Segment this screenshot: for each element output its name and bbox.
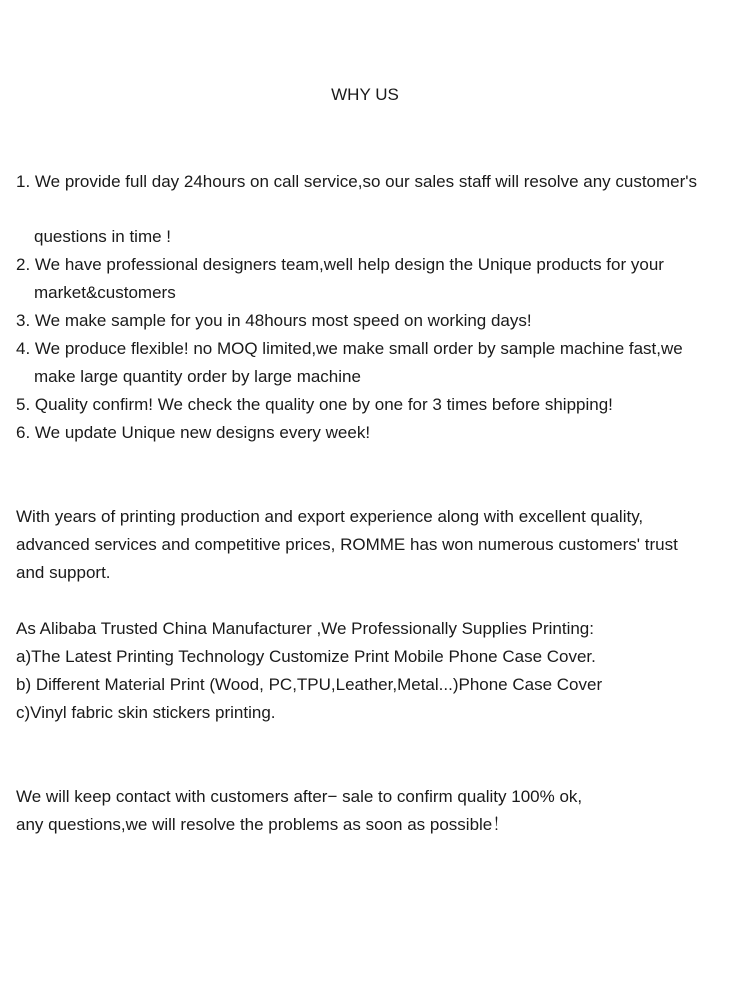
- contact-line-2: any questions,we will resolve the problems as soon as possible！: [16, 815, 510, 834]
- experience-line-1: With years of printing production and export experience along with excellent quality,: [16, 507, 644, 526]
- reason-4-line-1: 4. We produce flexible! no MOQ limited,we make small order by sample machine fast,we: [16, 339, 683, 358]
- reason-4-line-2: make large quantity order by large machine: [34, 367, 361, 386]
- supplies-intro: As Alibaba Trusted China Manufacturer ,We Professionally Supplies Printing:: [16, 619, 594, 638]
- page-title: WHY US: [331, 85, 399, 104]
- reason-5: 5. Quality confirm! We check the quality one by one for 3 times before shipping!: [16, 395, 613, 414]
- supplies-item-a: a)The Latest Printing Technology Customize Print Mobile Phone Case Cover.: [16, 647, 596, 666]
- reason-2-line-1: 2. We have professional designers team,well help design the Unique products for your: [16, 255, 664, 274]
- supplies-item-c: c)Vinyl fabric skin stickers printing.: [16, 703, 276, 722]
- reason-3: 3. We make sample for you in 48hours most speed on working days!: [16, 311, 532, 330]
- experience-line-3: and support.: [16, 563, 111, 582]
- supplies-item-b: b) Different Material Print (Wood, PC,TPU,Leather,Metal...)Phone Case Cover: [16, 675, 603, 694]
- experience-line-2: advanced services and competitive prices, ROMME has won numerous customers' trust: [16, 535, 678, 554]
- reason-2-line-2: market&customers: [34, 283, 176, 302]
- contact-line-1: We will keep contact with customers after− sale to confirm quality 100% ok,: [16, 787, 583, 806]
- reason-6: 6. We update Unique new designs every week!: [16, 423, 371, 442]
- reason-1-line-1: 1. We provide full day 24hours on call service,so our sales staff will resolve any customer's: [16, 172, 698, 191]
- reason-1-line-2: questions in time !: [34, 227, 172, 246]
